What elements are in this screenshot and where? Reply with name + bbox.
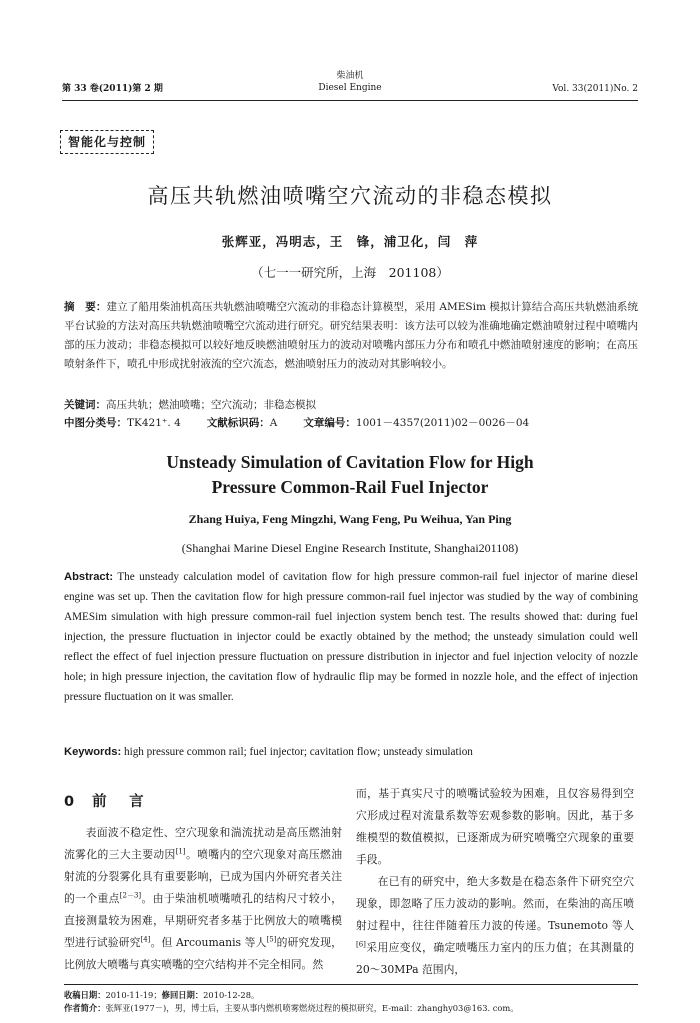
abstract-cn-text: 建立了船用柴油机高压共轨燃油喷嘴空穴流动的非稳态计算模型，采用 AMESim 模拟计算结合高压共轨燃油系统平台试验的方法对高压共轨燃油喷嘴空穴流动进行研究。研究结果表明：该方法可以较为准确地确定燃油喷射过程中喷嘴内部的压力波动；非稳态模拟可以较好地反映燃油喷射压力的波动对喷嘴内部压力分布和喷孔中燃油喷射速度的影响；在高压喷射条件下，喷孔中形成扰射液流的空穴流态，燃油喷射压力的波动对其影响较小。 [64, 301, 639, 370]
keywords-cn-text: 高压共轨；燃油喷嘴；空穴流动；非稳态模拟 [106, 399, 316, 411]
body-paragraph-1 [64, 822, 342, 976]
citation: [6] [356, 940, 366, 949]
p3-text-a: 在已有的研究中，绝大多数是在稳态条件下研究空穴现象，即忽略了压力波动的影响。然而，在柴油的高压喷射过程中，往往伴随着压力波的传递。Tsunemoto 等人 [356, 875, 634, 932]
affiliation-en: (Shanghai Marine Diesel Engine Research Institute, Shanghai201108) [181, 541, 519, 555]
running-header [62, 70, 638, 101]
section-tag: 智能化与控制 [60, 130, 154, 154]
doc-code-value: A [269, 417, 278, 429]
clc-value: TK421⁺. 4 [127, 417, 181, 429]
p3-text-b: 采用应变仪，确定喷嘴压力室内的压力值；在其测量的 20～30MPa 范围内， [356, 941, 634, 976]
citation: [5] [266, 935, 277, 944]
citation: [2－3] [119, 891, 142, 900]
title-en-line1: Unsteady Simulation of Cavitation Flow for High [166, 452, 534, 472]
article-no-label: 文章编号： [303, 417, 356, 429]
received-label: 收稿日期： [64, 990, 106, 1000]
article-no-value: 1001－4357(2011)02－0026－04 [355, 417, 530, 429]
footnote-dates [64, 989, 638, 1002]
keywords-cn-label: 关键词： [64, 399, 106, 411]
abstract-en-label: Abstract: [64, 571, 114, 583]
title-cn: 高压共轨燃油喷嘴空穴流动的非稳态模拟 [147, 184, 553, 208]
clc-label: 中图分类号： [64, 417, 127, 429]
section-number: 0 [64, 794, 79, 810]
footnote [64, 984, 638, 1015]
authors-en: Zhang Huiya, Feng Mingzhi, Wang Feng, Pu Weihua, Yan Ping [188, 512, 512, 526]
author-bio-label: 作者简介： [64, 1003, 106, 1013]
abstract-cn-label: 摘 要： [64, 301, 107, 313]
title-en-line2: Pressure Common-Rail Fuel Injector [211, 477, 489, 497]
title-en [60, 450, 640, 500]
keywords-en [64, 743, 638, 761]
revised-date: 2010-12-28。 [203, 990, 260, 1000]
p1-text-d: 。但 Arcoumanis 等人 [150, 936, 267, 949]
classification-line [64, 414, 638, 432]
body-paragraph-2: 而，基于真实尺寸的喷嘴试验较为困难，且仅容易得到空穴形成过程对流量系数等宏观参数的影响。因此，基于多维模型的数值模拟，已逐渐成为研究喷嘴空穴现象的重要手段。 [356, 787, 634, 866]
header-journal-cn: 柴油机 [336, 71, 364, 81]
keywords-cn [64, 396, 638, 414]
keywords-en-label: Keywords: [64, 746, 122, 758]
footnote-author [64, 1002, 638, 1015]
p1-text-c: 。由于柴油机喷嘴喷孔的结构尺寸较小，直接测量较为困难，早期研究者多基于比例放大的喷嘴模型进行试验研究 [64, 892, 343, 949]
p1-text-a: 表面波不稳定性、空穴现象和湍流扰动是高压燃油射流雾化的三大主要动因 [64, 826, 342, 861]
affiliation-cn: （七一一研究所，上海 201108） [251, 265, 449, 280]
abstract-en [64, 567, 638, 707]
keywords-en-text: high pressure common rail; fuel injector; cavitation flow; unsteady simulation [124, 746, 473, 758]
header-volume: Vol. 33(2011)No. 2 [552, 84, 638, 94]
header-issue: 第 33 卷(2011)第 2 期 [62, 84, 163, 94]
revised-label: 修回日期： [161, 990, 204, 1000]
received-date: 2010-11-19； [105, 990, 162, 1000]
abstract-cn [64, 298, 638, 374]
authors-cn: 张辉亚，冯明志，王 锋，浦卫化，闫 萍 [221, 234, 479, 249]
citation: [1] [175, 847, 186, 856]
p1-text-b: 。喷嘴内的空穴现象对高压燃油射流的分裂雾化具有重要影响，已成为国内外研究者关注的一个重点 [64, 848, 343, 905]
citation: [4] [140, 935, 151, 944]
abstract-en-text: The unsteady calculation model of cavitation flow for high pressure common-rail fuel injector of marine diesel engine was set up. Then the cavitation flow for high pressure common-rail fuel injector was studied by the way of combining AMESim simulation with high pressure common-rail fuel injection system bench test. The results showed that: during fuel injection, the pressure fluctuation in injector could be exactly obtained by the method; the unsteady simulation could well reflect the effect of fuel injection pressure fluctuation on pressure distribution in injector and fuel injection velocity of nozzle hole; in high pressure injection, the cavitation flow of hydraulic flip may be formed in nozzle hole, and the effect of injection pressure fluctuation on it was smaller. [64, 571, 638, 703]
section-heading [64, 790, 342, 814]
doc-code-label: 文献标识码： [206, 417, 270, 429]
p1-text-e: 的研究发现，比例放大喷嘴与真实喷嘴的空穴结构并不完全相同。然 [64, 936, 343, 971]
body-column-right [356, 783, 634, 981]
body-paragraph-3 [356, 871, 634, 981]
section-title: 前 言 [92, 794, 148, 810]
body-column-left [64, 790, 342, 976]
author-bio: 张辉亚(1977－)，男，博士后，主要从事内燃机喷雾燃烧过程的模拟研究，E-mail：zhanghy03@163. com。 [105, 1003, 519, 1013]
header-journal-en: Diesel Engine [318, 83, 382, 93]
